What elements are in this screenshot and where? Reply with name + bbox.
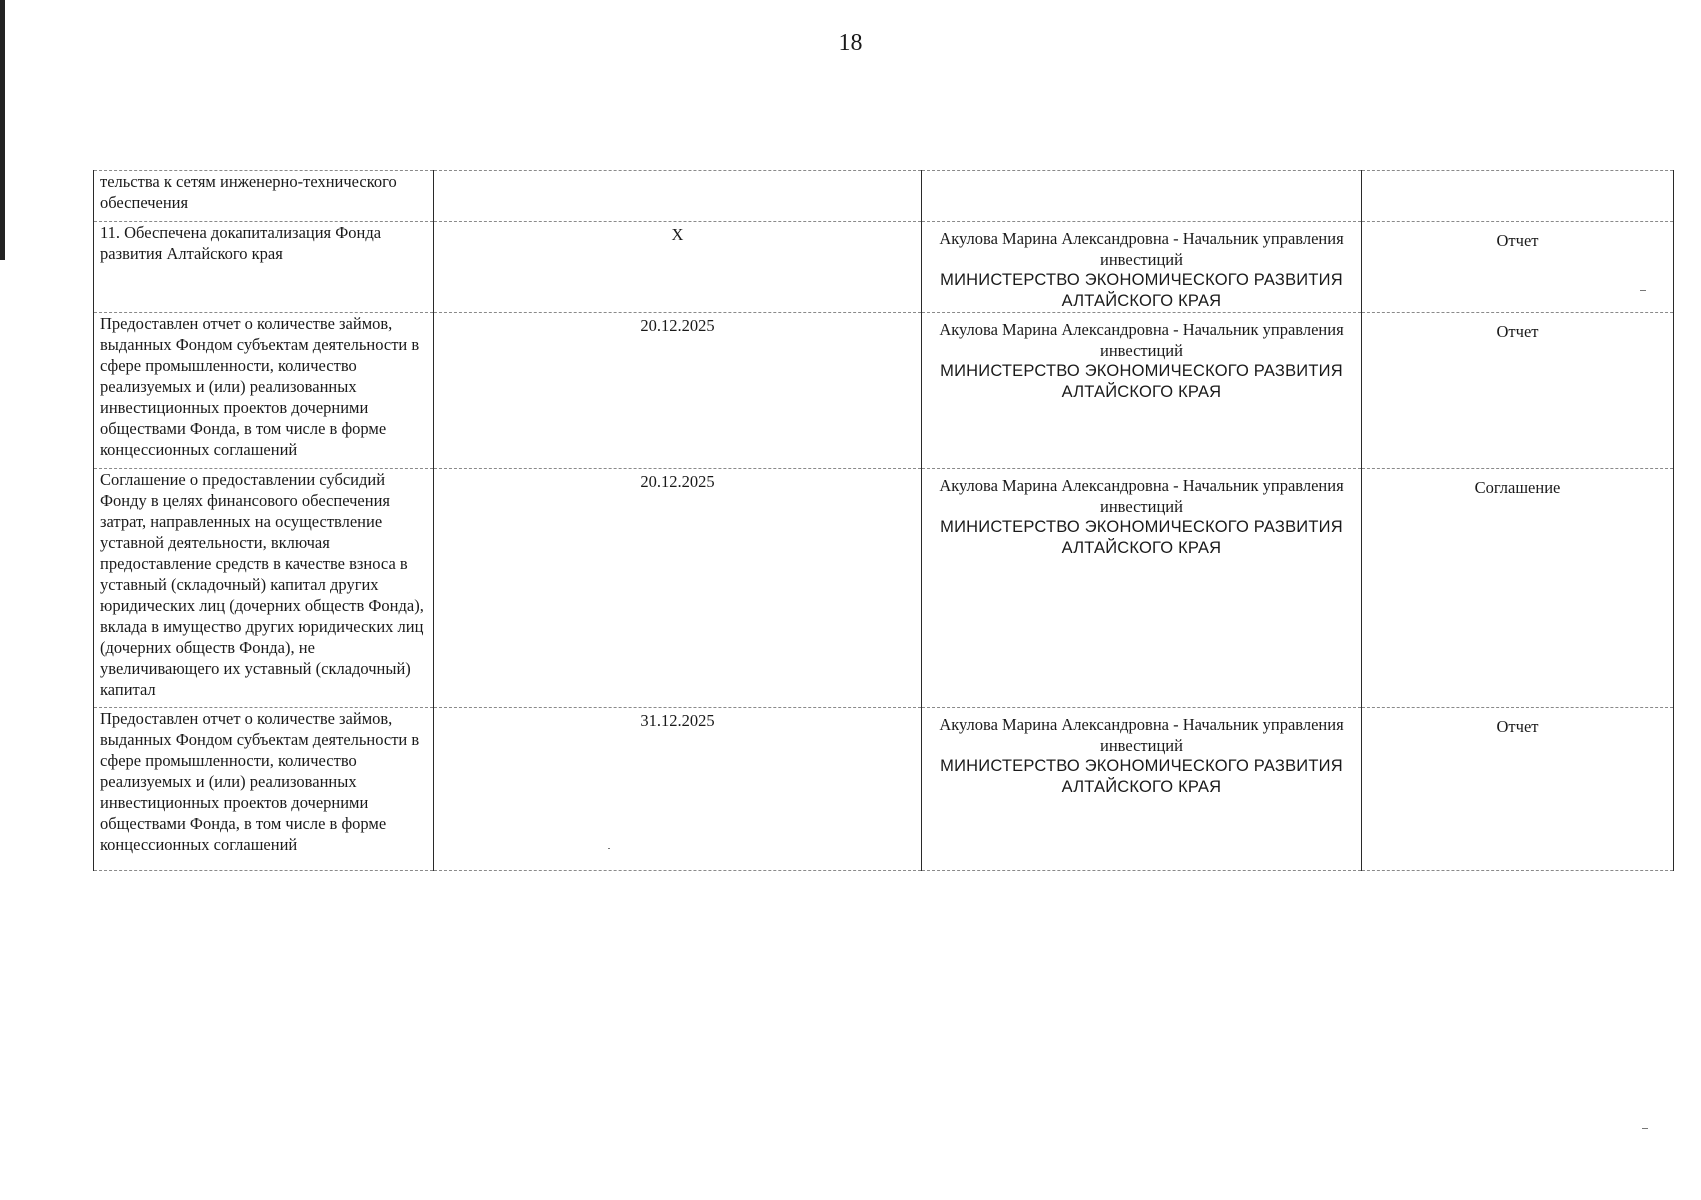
scan-speck xyxy=(608,848,610,849)
row-document-type: Отчет xyxy=(1362,313,1674,469)
row-document-type: Соглашение xyxy=(1362,469,1674,708)
row-document-type: Отчет xyxy=(1362,222,1674,313)
row-date: 20.12.2025 xyxy=(434,469,922,708)
responsible-name: Акулова Марина Александровна - Начальник управления инвестиций xyxy=(939,715,1344,755)
table-row xyxy=(94,708,1674,871)
responsible-organization: МИНИСТЕРСТВО ЭКОНОМИЧЕСКОГО РАЗВИТИЯ АЛТАЙСКОГО КРАЯ xyxy=(940,271,1343,310)
responsible-name: Акулова Марина Александровна - Начальник управления инвестиций xyxy=(939,320,1344,360)
row-description: Предоставлен отчет о количестве займов, выданных Фондом субъектам деятельности в сфере промышленности, количество реализуемых и (или) реализованных инвестиционных проектов дочерними обществами Фонда, в том числе в форме концессионных соглашений xyxy=(94,313,434,469)
row-responsible xyxy=(922,313,1362,469)
table-row xyxy=(94,313,1674,469)
responsible-organization: МИНИСТЕРСТВО ЭКОНОМИЧЕСКОГО РАЗВИТИЯ АЛТАЙСКОГО КРАЯ xyxy=(940,362,1343,401)
responsible-name: Акулова Марина Александровна - Начальник управления инвестиций xyxy=(939,229,1344,269)
row-date: 31.12.2025 xyxy=(434,708,922,871)
row-document-type xyxy=(1362,171,1674,222)
row-responsible xyxy=(922,222,1362,313)
responsible-organization: МИНИСТЕРСТВО ЭКОНОМИЧЕСКОГО РАЗВИТИЯ АЛТАЙСКОГО КРАЯ xyxy=(940,518,1343,557)
table-row xyxy=(94,469,1674,708)
row-description: Соглашение о предоставлении субсидий Фонду в целях финансового обеспечения затрат, направленных на осуществление уставной деятельности, включая предоставление средств в качестве взноса в уставный (складочный) капитал других юридических лиц (дочерних обществ Фонда), вклада в имущество других юридических лиц (дочерних обществ Фонда), не увеличивающего их уставный (складочный) капитал xyxy=(94,469,434,708)
row-description: тельства к сетям инженерно-технического обеспечения xyxy=(94,171,434,222)
plan-table xyxy=(93,170,1674,871)
row-date: X xyxy=(434,222,922,313)
row-responsible xyxy=(922,171,1362,222)
row-date: 20.12.2025 xyxy=(434,313,922,469)
table-row xyxy=(94,222,1674,313)
row-responsible xyxy=(922,708,1362,871)
responsible-organization: МИНИСТЕРСТВО ЭКОНОМИЧЕСКОГО РАЗВИТИЯ АЛТАЙСКОГО КРАЯ xyxy=(940,757,1343,796)
page-number: 18 xyxy=(838,30,863,56)
scan-speck xyxy=(1640,290,1646,291)
row-date xyxy=(434,171,922,222)
row-description: Предоставлен отчет о количестве займов, выданных Фондом субъектам деятельности в сфере промышленности, количество реализуемых и (или) реализованных инвестиционных проектов дочерними обществами Фонда, в том числе в форме концессионных соглашений xyxy=(94,708,434,871)
scan-speck xyxy=(1642,1128,1648,1129)
responsible-name: Акулова Марина Александровна - Начальник управления инвестиций xyxy=(939,476,1344,516)
row-responsible xyxy=(922,469,1362,708)
row-description: 11. Обеспечена докапитализация Фонда развития Алтайского края xyxy=(94,222,434,313)
row-document-type: Отчет xyxy=(1362,708,1674,871)
table-row xyxy=(94,171,1674,222)
